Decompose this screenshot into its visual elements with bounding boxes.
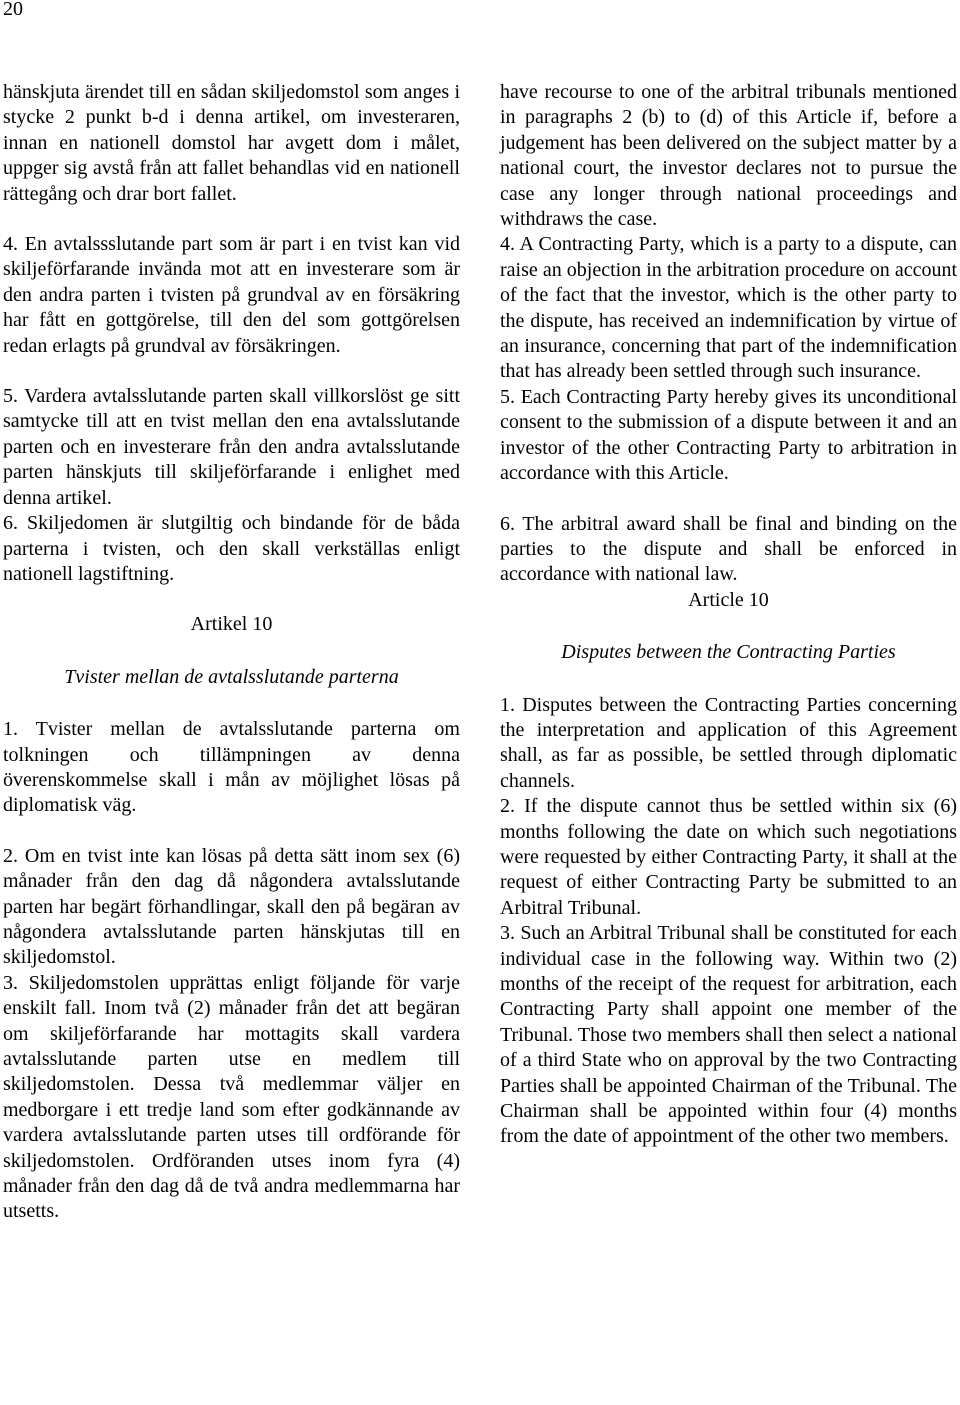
en-article-paragraph-3: 3. Such an Arbitral Tribunal shall be constituted for each individual case in the following way. Within two (2) months of the receipt of the request for arbitration, each Contracting Party shall appoint one member of the Tribunal. Those two members shall then select a national of a third State who on approval by the two Contracting Parties shall be appointed Chairman of the Tribunal. The Chairman shall be appointed within four (4) months from the date of appointment of the other two members. — [500, 922, 957, 1148]
sv-article-heading: Artikel 10 — [190, 613, 273, 636]
english-column — [500, 80, 957, 1150]
en-article-heading: Article 10 — [688, 588, 769, 611]
en-paragraph-6: 6. The arbitral award shall be final and binding on the parties to the dispute and shall be enforced in accordance with national law. — [500, 512, 957, 586]
sv-paragraph-5: 5. Vardera avtalsslutande parten skall villkorslöst ge sitt samtycke till att en tvist mellan den ena avtalsslutande parten och en investerare från den andra avtalsslutande parten hänskjuts till skiljeförfarande i enlighet med denna artikel. — [3, 385, 460, 509]
en-article-subheading: Disputes between the Contracting Parties — [561, 641, 896, 664]
sv-paragraph-intro: hänskjuta ärendet till en sådan skiljedomstol som anges i stycke 2 punkt b-d i denna artikel, om investeraren, innan en nationell domstol har avgett dom i målet, uppger sig avstå från att fallet behandlas vid en nationell rättegång och drar bort fallet. — [3, 81, 460, 205]
sv-article-paragraph-1: 1. Tvister mellan de avtalsslutande parterna om tolkningen och tillämpningen av denna överenskommelse skall i mån av möjlighet lösas på diplomatisk väg. — [3, 718, 460, 817]
en-article-paragraph-2: 2. If the dispute cannot thus be settled within six (6) months following the date on which such negotiations were requested by either Contracting Party, it shall at the request of either Contracting Party be submitted to an Arbitral Tribunal. — [500, 795, 957, 919]
en-paragraph-4: 4. A Contracting Party, which is a party to a dispute, can raise an objection in the arbitration procedure on account of the fact that the investor, which is the other party to the dispute, has received an indemnification by virtue of an insurance, concerning that part of the indemnification that has already been settled through such insurance. — [500, 233, 957, 383]
sv-article-paragraph-3: 3. Skiljedomstolen upprättas enligt följande för varje enskilt fall. Inom två (2) månader från det att begäran om skiljeförfarande har mottagits skall vardera avtalsslutande parten utse en medlem till skiljedomstolen. Dessa två medlemmar väljer en medborgare i ett tredje land som efter godkännande av vardera avtalsslutande parten utses till ordförande för skiljedomstolen. Ordföranden utses inom fyra (4) månader från den dag då de två andra medlemmarna har utsetts. — [3, 971, 460, 1223]
sv-paragraph-4: 4. En avtalssslutande part som är part i en tvist kan vid skiljeförfarande invända mot att en investerare som är den andra parten i tvisten på grundval av en försäkring har fått en gottgörelse, till den del som gottgörelsen redan erlagts på grundval av försäkringen. — [3, 233, 460, 357]
page-number: 20 — [3, 0, 23, 20]
en-paragraph-intro: have recourse to one of the arbitral tribunals mentioned in paragraphs 2 (b) to (d) of this Article if, before a judgement has been delivered on the subject matter by a national court, the investor declares not to pursue the case any longer through national proceedings and withdraws the case. — [500, 81, 957, 231]
sv-paragraph-6: 6. Skiljedomen är slutgiltig och bindande för de båda parterna i tvisten, och den skall verkställas enligt nationell lagstiftning. — [3, 512, 460, 585]
sv-article-subheading: Tvister mellan de avtalsslutande parterna — [64, 665, 399, 688]
en-paragraph-5: 5. Each Contracting Party hereby gives its unconditional consent to the submission of a dispute between it and an investor of the other Contracting Party to arbitration in accordance with this Article. — [500, 385, 957, 485]
sv-article-paragraph-2: 2. Om en tvist inte kan lösas på detta sätt inom sex (6) månader från den dag då någondera avtalsslutande parten har begärt förhandlingar, skall den på begäran av någondera avtalsslutande parten hänskjutas till en skiljedomstol. — [3, 844, 460, 969]
en-article-paragraph-1: 1. Disputes between the Contracting Parties concerning the interpretation and application of this Agreement shall, as far as possible, be settled through diplomatic channels. — [500, 693, 957, 792]
swedish-column — [3, 80, 460, 1225]
